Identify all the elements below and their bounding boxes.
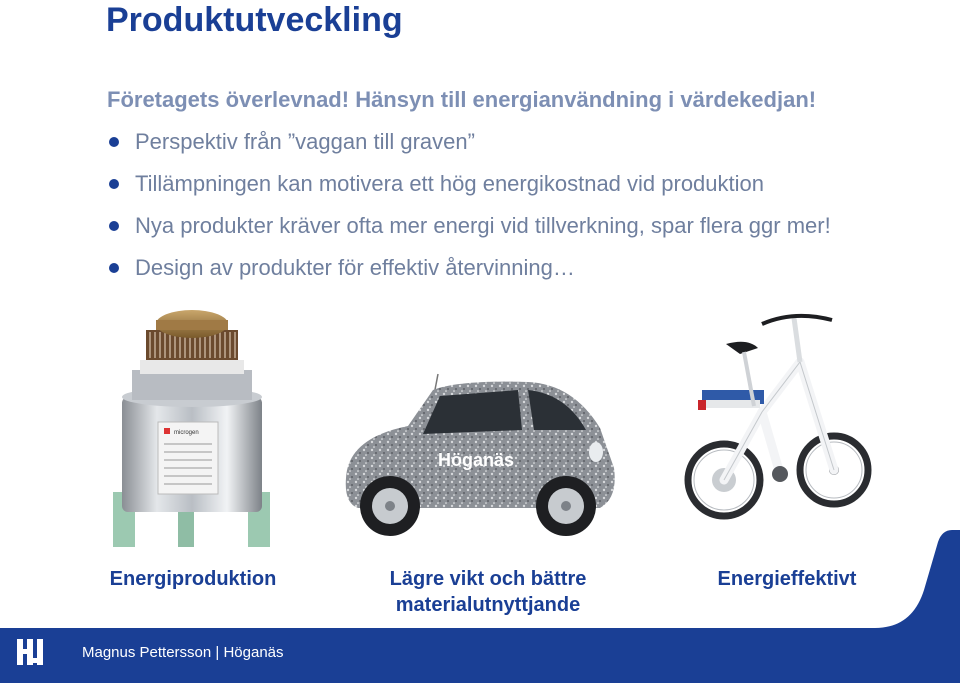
- bullet-text: Tillämpningen kan motivera ett hög energikostnad vid produktion: [135, 171, 764, 196]
- caption-middle-line1: Lägre vikt och bättre: [389, 568, 587, 590]
- footer-presenter: Magnus Pettersson | Höganäs: [82, 644, 284, 661]
- footer-swoosh: [0, 530, 960, 630]
- bullet-text: Perspektiv från ”vaggan till graven”: [135, 129, 475, 154]
- bullet-dot-icon: [109, 179, 119, 189]
- car-brand-text: Höganäs: [438, 450, 515, 470]
- caption-middle-line2: materialutnyttjande: [395, 594, 581, 616]
- caption-left-text: Energiproduktion: [109, 568, 277, 590]
- bullet-dot-icon: [109, 263, 119, 273]
- caption-right-text: Energieffektivt: [717, 568, 857, 590]
- slide-title: Produktutveckling: [106, 1, 403, 39]
- hoganas-logo-icon: [14, 636, 46, 668]
- bullet-item: [107, 128, 831, 170]
- bullet-text: Nya produkter kräver ofta mer energi vid tillverkning, spar flera ggr mer!: [135, 213, 831, 238]
- generator-brand-text: microgen: [174, 430, 199, 436]
- bullet-item: [107, 212, 831, 254]
- bullet-list: [107, 128, 831, 296]
- bullet-item: [107, 170, 831, 212]
- bullet-item: [107, 254, 831, 296]
- slide-subtitle: Företagets överlevnad! Hänsyn till energianvändning i värdekedjan!: [107, 87, 817, 112]
- bicycle-image: [682, 302, 872, 542]
- car-image: [338, 368, 620, 543]
- generator-image: [108, 302, 280, 547]
- bullet-dot-icon: [109, 221, 119, 231]
- bullet-text: Design av produkter för effektiv återvinning…: [135, 255, 575, 280]
- bullet-dot-icon: [109, 137, 119, 147]
